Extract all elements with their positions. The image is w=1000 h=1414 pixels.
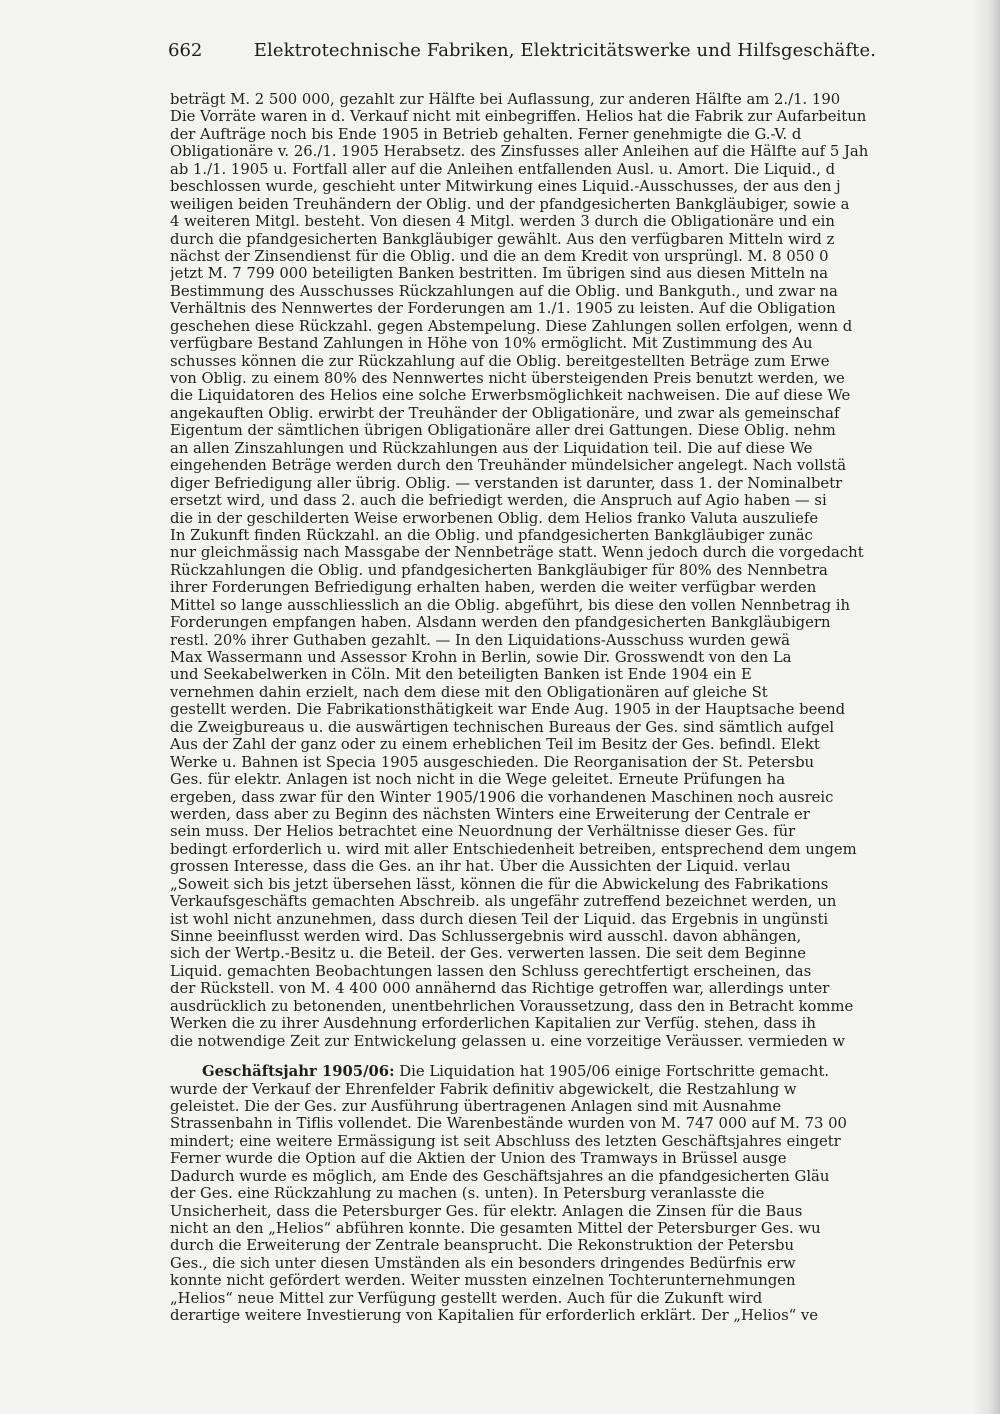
text-line: geleistet. Die der Ges. zur Ausführung übertragenen Anlagen sind mit Ausnahme — [170, 1097, 782, 1115]
text-line: die Zweigbureaus u. die auswärtigen technischen Bureaus der Ges. sind sämtlich aufgel — [170, 718, 835, 736]
text-line: bedingt erforderlich u. wird mit aller Entschiedenheit betreiben, entsprechend dem ungem — [170, 840, 857, 858]
text-line: werden, dass aber zu Beginn des nächsten Winters eine Erweiterung der Centrale er — [170, 805, 810, 823]
text-line: konnte nicht gefördert werden. Weiter mussten einzelnen Tochterunternehmungen — [170, 1272, 796, 1290]
text-line: In Zukunft finden Rückzahl. an die Oblig. und pfandgesicherten Bankgläubiger zunäc — [170, 526, 813, 544]
text-line: gestellt werden. Die Fabrikationsthätigkeit war Ende Aug. 1905 in der Hauptsache beend — [170, 701, 846, 719]
text-line: wurde der Verkauf der Ehrenfelder Fabrik definitiv abgewickelt, die Restzahlung w — [170, 1080, 797, 1098]
text-line: eingehenden Beträge werden durch den Treuhänder mündelsicher angelegt. Nach vollstä — [170, 457, 847, 475]
text-line: Werken die zu ihrer Ausdehnung erforderlichen Kapitalien zur Verfüg. stehen, dass ih — [170, 1015, 816, 1033]
text-line: „Soweit sich bis jetzt übersehen lässt, können die für die Abwickelung des Fabrikations — [170, 875, 829, 893]
text-line: die in der geschilderten Weise erworbenen Oblig. dem Helios franko Valuta auszuliefe — [170, 509, 819, 527]
text-line: Werke u. Bahnen ist Specia 1905 ausgeschieden. Die Reorganisation der St. Petersbu — [170, 753, 815, 771]
text-line: Verhältnis des Nennwertes der Forderungen am 1./1. 1905 zu leisten. Auf die Obligation — [170, 300, 836, 318]
text-line: Eigentum der sämtlichen übrigen Obligationäre aller drei Gattungen. Diese Oblig. nehm — [170, 422, 836, 440]
text-line: Unsicherheit, dass die Petersburger Ges. für elektr. Anlagen die Zinsen für die Baus — [170, 1202, 803, 1220]
text-line: der Ges. eine Rückzahlung zu machen (s. unten). In Petersburg veranlasste die — [170, 1185, 765, 1203]
page-header — [168, 40, 988, 61]
paragraph-liquidation — [170, 91, 1000, 1050]
text-line: grossen Interesse, dass die Ges. an ihr hat. Über die Aussichten der Liquid. verlau — [170, 858, 791, 876]
text-line: von Oblig. zu einem 80% des Nennwertes nicht übersteigenden Preis benutzt werden, we — [170, 370, 845, 387]
text-line: jetzt M. 7 799 000 beteiligten Banken bestritten. Im übrigen sind aus diesen Mitteln na — [170, 265, 829, 283]
text-line: Obligationäre v. 26./1. 1905 Herabsetz. des Zinsfusses aller Anleihen auf die Hälfte auf 5 Jah — [170, 143, 869, 161]
text-line: und Seekabelwerken in Cöln. Mit den beteiligten Banken ist Ende 1904 ein E — [170, 666, 752, 684]
text-line: Rückzahlungen die Oblig. und pfandgesicherten Bankgläubiger für 80% des Nennbetra — [170, 561, 828, 579]
text-line: Strassenbahn in Tiflis vollendet. Die Warenbestände wurden von M. 747 000 auf M. 73 00 — [170, 1115, 847, 1133]
text-line: angekauften Oblig. erwirbt der Treuhänder der Obligationäre, und zwar als gemeinschaf — [170, 404, 840, 422]
text-line: ausdrücklich zu betonenden, unentbehrlichen Voraussetzung, dass den in Betracht komme — [170, 997, 854, 1015]
text-line: Ges. für elektr. Anlagen ist noch nicht in die Wege geleitet. Erneute Prüfungen ha — [170, 771, 786, 789]
text-line: verfügbare Bestand Zahlungen in Höhe von 10% ermöglicht. Mit Zustimmung des Au — [170, 335, 813, 353]
text-line: Sinne beeinflusst werden wird. Das Schlussergebnis wird ausschl. davon abhängen, — [170, 928, 802, 945]
text-line: Mittel so lange ausschliesslich an die Oblig. abgeführt, bis diese den vollen Nennbetrag ih — [170, 596, 851, 614]
text-line: sich der Wertp.-Besitz u. die Beteil. der Ges. verwerten lassen. Die seit dem Beginne — [170, 945, 807, 963]
text-line: nächst der Zinsendienst für die Oblig. und die an dem Kredit von ursprüngl. M. 8 050 0 — [170, 247, 829, 265]
text-line: Die Vorräte waren in d. Verkauf nicht mit einbegriffen. Helios hat die Fabrik zur Aufarbeitun — [170, 108, 867, 126]
text-line: ist wohl nicht anzunehmen, dass durch diesen Teil der Liquid. das Ergebnis in ungünsti — [170, 910, 829, 928]
text-line: geschehen diese Rückzahl. gegen Abstempelung. Diese Zahlungen sollen erfolgen, wenn d — [170, 317, 853, 335]
text-line: sein muss. Der Helios betrachtet eine Neuordnung der Verhältnisse dieser Ges. für — [170, 823, 796, 841]
text-line: „Helios“ neue Mittel zur Verfügung gestellt werden. Auch für die Zukunft wird — [170, 1289, 763, 1307]
text-line: ersetzt wird, und dass 2. auch die befriedigt werden, die Anspruch auf Agio haben — si — [170, 492, 827, 510]
text-line: Aus der Zahl der ganz oder zu einem erheblichen Teil im Besitz der Ges. befindl. Elekt — [170, 736, 820, 754]
text-line: an allen Zinszahlungen und Rückzahlungen aus der Liquidation teil. Die auf diese We — [170, 439, 813, 457]
text-line: Verkaufsgeschäfts gemachten Abschreib. als ungefähr zutreffend bezeichnet werden, un — [170, 893, 837, 911]
text-line: nur gleichmässig nach Massgabe der Nennbeträge statt. Wenn jedoch durch die vorgedacht — [170, 544, 864, 562]
text-line: Dadurch wurde es möglich, am Ende des Geschäftsjahres an die pfandgesicherten Gläu — [170, 1167, 830, 1185]
page-edge-shadow — [972, 0, 1000, 1414]
section-lead: Geschäftsjahr 1905/06: — [202, 1063, 395, 1081]
text-line: Max Wassermann und Assessor Krohn in Berlin, sowie Dir. Grosswendt von den La — [170, 649, 792, 666]
paragraph-gap — [170, 1050, 1000, 1063]
text-line: der Rückstell. von M. 4 400 000 annähernd das Richtige getroffen war, allerdings unter — [170, 980, 830, 998]
text-line: die notwendige Zeit zur Entwickelung gelassen u. eine vorzeitige Veräusser. vermieden w — [170, 1032, 846, 1050]
running-title: Elektrotechnische Fabriken, Elektricitätswerke und Hilfsgeschäfte. — [253, 40, 877, 61]
text-line: ihrer Forderungen Befriedigung erhalten haben, werden die weiter verfügbar werden — [170, 579, 817, 597]
text-line: 4 weiteren Mitgl. besteht. Von diesen 4 Mitgl. werden 3 durch die Obligationäre und ein — [170, 213, 835, 231]
text-line — [170, 1063, 1000, 1080]
body-text — [170, 91, 1000, 1325]
text-line: durch die pfandgesicherten Bankgläubiger gewählt. Aus den verfügbaren Mitteln wird z — [170, 230, 835, 248]
paragraph-fiscal-year — [170, 1063, 1000, 1325]
text-line: der Aufträge noch bis Ende 1905 in Betrieb gehalten. Ferner genehmigte die G.-V. d — [170, 125, 802, 143]
text-line: ab 1./1. 1905 u. Fortfall aller auf die Anleihen entfallenden Ausl. u. Amort. Die Liquid., d — [170, 160, 836, 178]
text-line: nicht an den „Helios“ abführen konnte. Die gesamten Mittel der Petersburger Ges. wu — [170, 1220, 821, 1237]
text-line: weiligen beiden Treuhändern der Oblig. und der pfandgesicherten Bankgläubiger, sowie a — [170, 195, 850, 213]
page-number: 662 — [168, 40, 203, 61]
text-line: Forderungen empfangen haben. Alsdann werden den pfandgesicherten Bankgläubigern — [170, 614, 831, 632]
text-line: derartige weitere Investierung von Kapitalien für erforderlich erklärt. Der „Helios“ ve — [170, 1307, 819, 1325]
text-line: schusses können die zur Rückzahlung auf die Oblig. bereitgestellten Beträge zum Erwe — [170, 352, 830, 370]
section-lead-rest: Die Liquidation hat 1905/06 einige Fortschritte gemacht. — [394, 1063, 830, 1081]
text-line: die Liquidatoren des Helios eine solche Erwerbsmöglichkeit nachweisen. Die auf diese We — [170, 387, 851, 405]
text-line: Liquid. gemachten Beobachtungen lassen den Schluss gerechtfertigt erscheinen, das — [170, 962, 812, 980]
text-line: beträgt M. 2 500 000, gezahlt zur Hälfte bei Auflassung, zur anderen Hälfte am 2./1. 190 — [170, 91, 841, 108]
text-line: durch die Erweiterung der Zentrale beansprucht. Die Rekonstruktion der Petersbu — [170, 1237, 795, 1255]
text-line: Ges., die sich unter diesen Umständen als ein besonders dringendes Bedürfnis erw — [170, 1254, 796, 1272]
text-line: diger Befriedigung aller übrig. Oblig. — verstanden ist darunter, dass 1. der Nominalbetr — [170, 474, 843, 492]
text-line: mindert; eine weitere Ermässigung ist seit Abschluss des letzten Geschäftsjahres eingetr — [170, 1132, 841, 1150]
text-line: Bestimmung des Ausschusses Rückzahlungen auf die Oblig. und Bankguth., und zwar na — [170, 282, 838, 300]
text-line: restl. 20% ihrer Guthaben gezahlt. — In den Liquidations-Ausschuss wurden gewä — [170, 631, 790, 649]
text-line: beschlossen wurde, geschieht unter Mitwirkung eines Liquid.-Ausschusses, der aus den j — [170, 178, 841, 196]
text-line: vernehmen dahin erzielt, nach dem diese mit den Obligationären auf gleiche St — [170, 683, 768, 701]
text-line: Ferner wurde die Option auf die Aktien der Union des Tramways in Brüssel ausge — [170, 1150, 787, 1168]
text-line: ergeben, dass zwar für den Winter 1905/1906 die vorhandenen Maschinen noch ausreic — [170, 788, 834, 806]
